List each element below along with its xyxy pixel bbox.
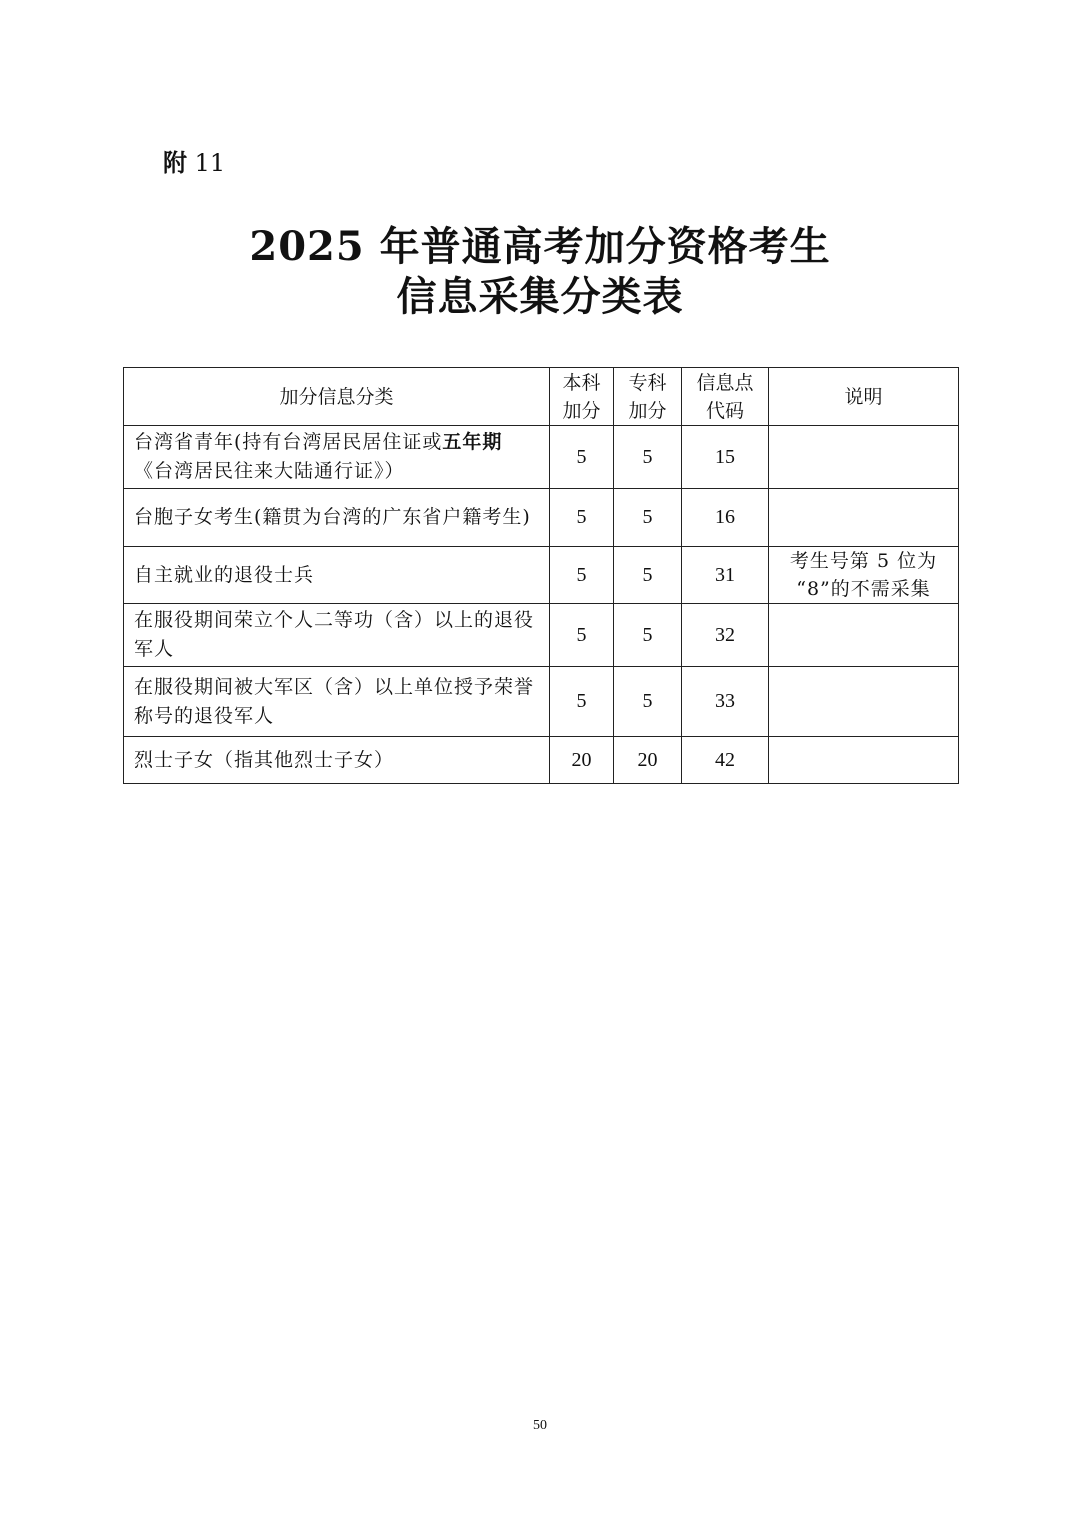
row-category-part-a: 台湾省青年(持有台湾居民居住证或 (134, 431, 443, 453)
row-category: 自主就业的退役士兵 (124, 547, 550, 604)
document-title (0, 222, 1080, 322)
row-undergrad-bonus: 5 (550, 547, 614, 604)
header-undergrad-bonus (550, 368, 614, 426)
row-note (769, 604, 959, 667)
header-code-line-1: 信息点 (696, 371, 754, 394)
header-junior-bonus (614, 368, 682, 426)
title-line-2: 信息采集分类表 (396, 273, 684, 320)
row-note (769, 667, 959, 737)
row-undergrad-bonus: 5 (550, 604, 614, 667)
table-row (124, 604, 959, 667)
row-undergrad-bonus: 5 (550, 667, 614, 737)
row-note (769, 737, 959, 784)
row-category: 烈士子女（指其他烈士子女） (124, 737, 550, 784)
attachment-label (163, 143, 225, 178)
header-junior-line-1: 专科 (628, 371, 667, 394)
row-junior-bonus: 20 (614, 737, 682, 784)
row-undergrad-bonus: 5 (550, 426, 614, 489)
row-note-line-1: 考生号第 5 位为 (789, 550, 938, 572)
attachment-number: 11 (194, 149, 226, 177)
row-category-bold: 五年期 (442, 431, 503, 453)
row-category: 台胞子女考生(籍贯为台湾的广东省户籍考生) (124, 489, 550, 547)
row-junior-bonus: 5 (614, 426, 682, 489)
row-info-code: 42 (682, 737, 769, 784)
row-info-code: 32 (682, 604, 769, 667)
table-row (124, 426, 959, 489)
header-category: 加分信息分类 (124, 368, 550, 426)
header-junior-line-2: 加分 (628, 399, 667, 422)
table-header-row (124, 368, 959, 426)
row-junior-bonus: 5 (614, 489, 682, 547)
header-code-line-2: 代码 (705, 399, 744, 422)
header-undergrad-line-2: 加分 (562, 399, 601, 422)
header-undergrad-line-1: 本科 (562, 371, 601, 394)
table-row (124, 737, 959, 784)
row-info-code: 31 (682, 547, 769, 604)
row-junior-bonus: 5 (614, 604, 682, 667)
row-category (124, 426, 550, 489)
table-row (124, 489, 959, 547)
row-info-code: 15 (682, 426, 769, 489)
row-category: 在服役期间被大军区（含）以上单位授予荣誉称号的退役军人 (124, 667, 550, 737)
row-undergrad-bonus: 5 (550, 489, 614, 547)
row-note (769, 426, 959, 489)
row-category-part-b: 《台湾居民往来大陆通行证》） (134, 460, 405, 482)
bonus-classification-table (123, 367, 959, 784)
row-note (769, 547, 959, 604)
attachment-prefix: 附 (163, 148, 187, 177)
row-note-line-2: “8”的不需采集 (796, 578, 931, 600)
row-note (769, 489, 959, 547)
page-number: 50 (533, 1418, 547, 1433)
title-line-1: 2025 年普通高考加分资格考生 (249, 223, 831, 270)
header-info-code (682, 368, 769, 426)
row-info-code: 16 (682, 489, 769, 547)
table-row (124, 667, 959, 737)
table-row (124, 547, 959, 604)
row-info-code: 33 (682, 667, 769, 737)
row-junior-bonus: 5 (614, 547, 682, 604)
row-category: 在服役期间荣立个人二等功（含）以上的退役军人 (124, 604, 550, 667)
row-undergrad-bonus: 20 (550, 737, 614, 784)
header-note: 说明 (769, 368, 959, 426)
row-junior-bonus: 5 (614, 667, 682, 737)
